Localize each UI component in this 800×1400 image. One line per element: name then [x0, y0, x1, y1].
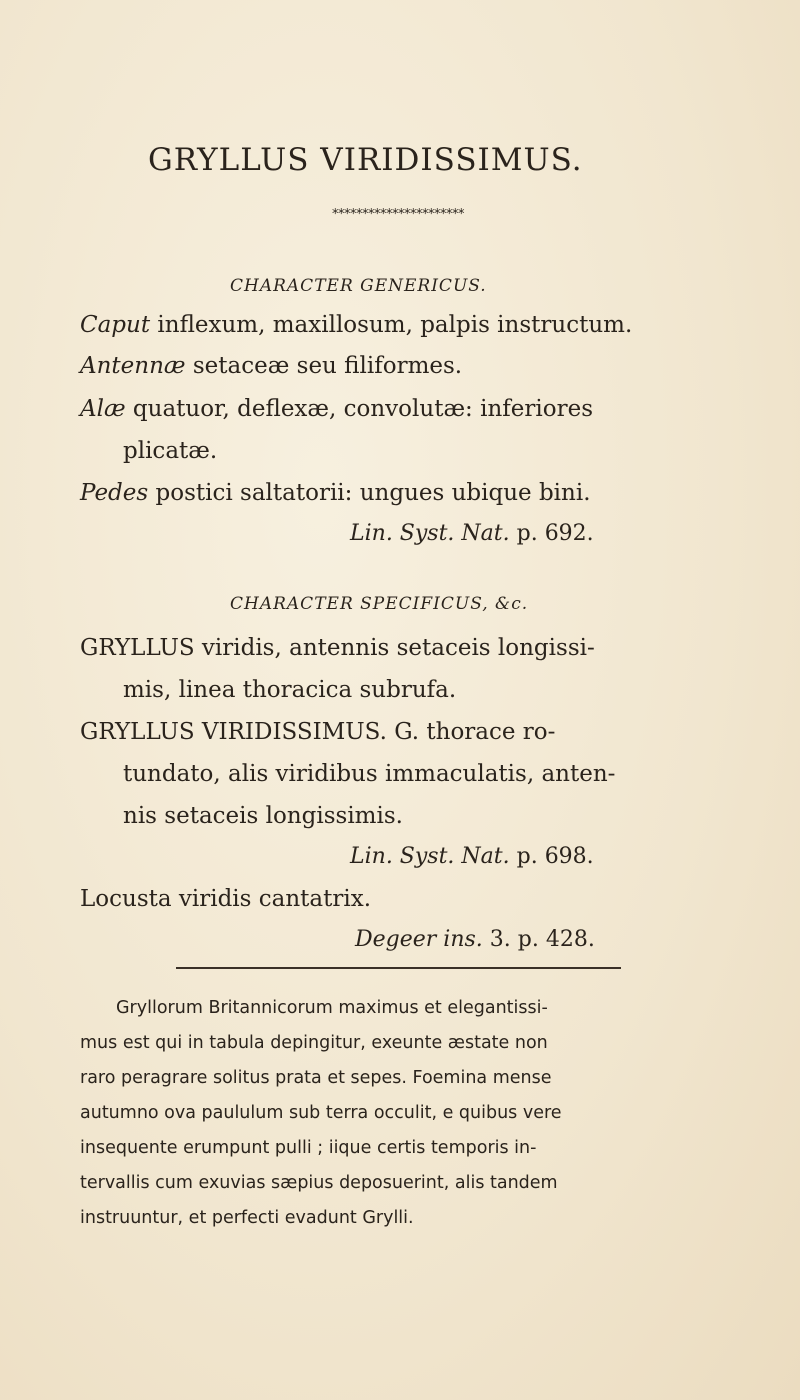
generic-heading: CHARACTER GENERICUS. [230, 276, 487, 296]
caput-line [80, 312, 632, 338]
antennae-lead: Antennæ [80, 353, 186, 379]
specific-ref1-page: p. 698. [509, 844, 594, 869]
alae-lead: Alæ [80, 396, 126, 422]
alae-text: quatuor, deflexæ, convolutæ: inferiores [125, 396, 594, 422]
desc2-line1: GRYLLUS VIRIDISSIMUS. G. thorace ro- [80, 719, 556, 745]
synonym-line: Locusta viridis cantatrix. [80, 886, 372, 912]
desc1-line2: mis, linea thoracica subrufa. [123, 677, 457, 703]
caput-lead: Caput [80, 312, 151, 338]
antennae-text: setaceæ seu filiformes. [185, 353, 463, 379]
alae-continuation: plicatæ. [123, 438, 218, 464]
antennae-line [80, 353, 462, 379]
specific-reference-1 [350, 844, 594, 869]
paragraph-line: autumno ova paululum sub terra occulit, e quibus vere [80, 1103, 562, 1123]
generic-ref-source: Lin. Syst. Nat. [350, 521, 510, 546]
paragraph-line: insequente erumpunt pulli ; iique certis temporis in- [80, 1138, 537, 1158]
paragraph-line: raro peragrare solitus prata et sepes. Foemina mense [80, 1068, 552, 1088]
specific-reference-2 [355, 927, 595, 952]
pedes-line [80, 480, 591, 506]
ornament-divider: ********************** [332, 207, 464, 222]
paragraph-line: Gryllorum Britannicorum maximus et elegantissi- [116, 998, 548, 1018]
alae-line [80, 396, 593, 422]
specific-ref1-source: Lin. Syst. Nat. [350, 844, 510, 869]
paragraph-line: mus est qui in tabula depingitur, exeunte æstate non [80, 1033, 548, 1053]
page-title: GRYLLUS VIRIDISSIMUS. [148, 142, 583, 178]
desc2-line2: tundato, alis viridibus immaculatis, anten- [123, 761, 616, 787]
paragraph-line: instruuntur, et perfecti evadunt Grylli. [80, 1208, 414, 1228]
specific-ref2-page: 3. p. 428. [482, 927, 595, 952]
specific-heading: CHARACTER SPECIFICUS, &c. [230, 594, 529, 614]
paragraph-line: tervallis cum exuvias sæpius deposuerint, alis tandem [80, 1173, 558, 1193]
desc2-line3: nis setaceis longissimis. [123, 803, 403, 829]
generic-ref-page: p. 692. [509, 521, 594, 546]
caput-text: inflexum, maxillosum, palpis instructum. [150, 312, 633, 338]
specific-ref2-source: Degeer ins. [355, 927, 483, 952]
section-rule [176, 967, 621, 969]
desc1-line1: GRYLLUS viridis, antennis setaceis longissi- [80, 635, 595, 661]
pedes-lead: Pedes [80, 480, 149, 506]
pedes-text: postici saltatorii: ungues ubique bini. [148, 480, 591, 506]
generic-reference [350, 521, 594, 546]
